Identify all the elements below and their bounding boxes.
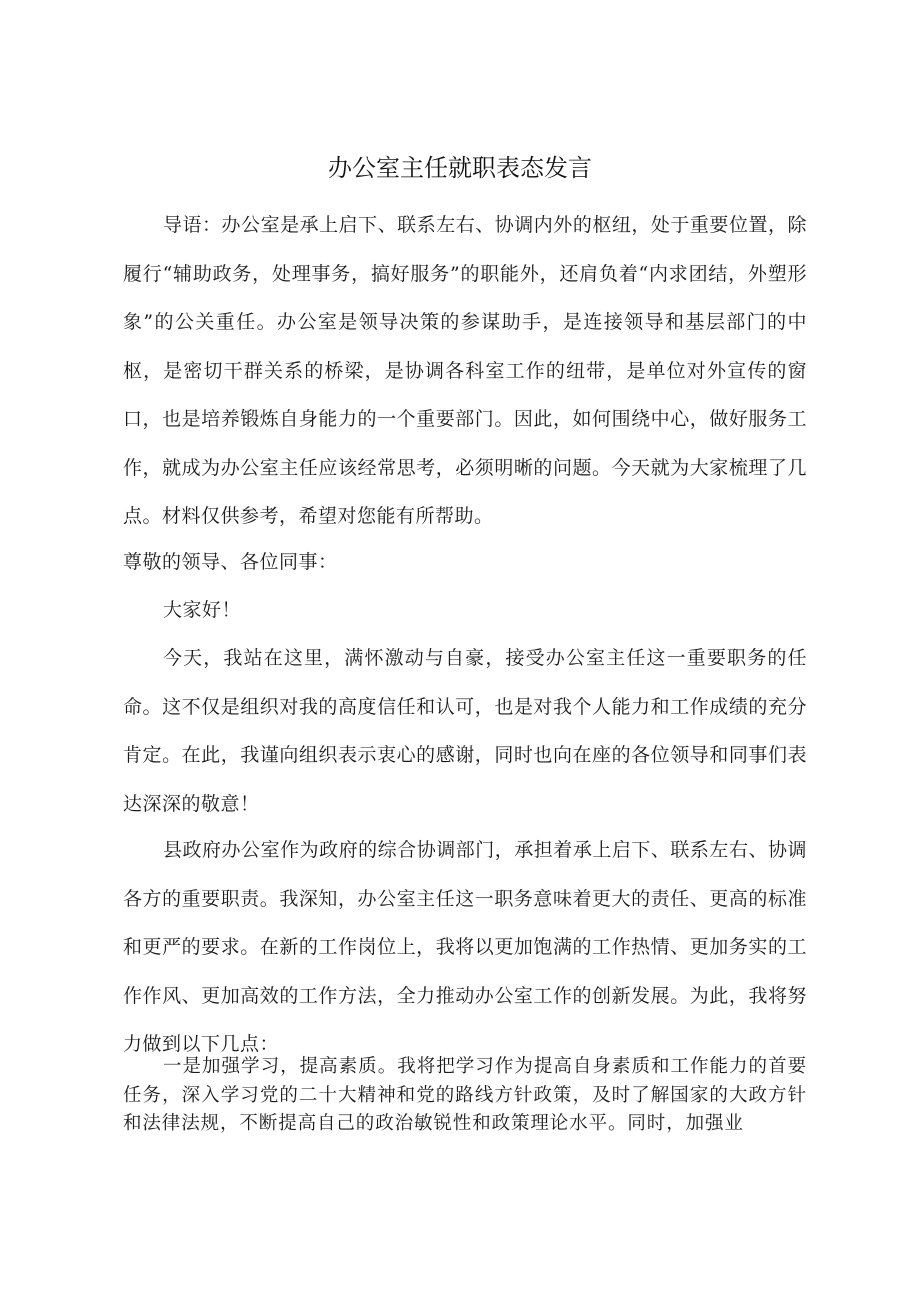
body-paragraph-3: 一是加强学习，提高素质。我将把学习作为提高自身素质和工作能力的首要任务，深入学习党的二十大精神和党的路线方针政策，及时了解国家的大政方针和法律法规，不断提高自己的政治敏锐性和政策理论水平。同时，加强业 xyxy=(123,1056,807,1134)
greeting: 大家好！ xyxy=(163,599,242,621)
salutation: 尊敬的领导、各位同事： xyxy=(123,551,338,573)
page-title: 办公室主任就职表态发言 xyxy=(328,154,592,182)
body-paragraph-2: 县政府办公室作为政府的综合协调部门，承担着承上启下、联系左右、协调各方的重要职责。我深知，办公室主任这一职务意味着更大的责任、更高的标准和更严的要求。在新的工作岗位上，我将以更加饱满的工作热情、更加务实的工作作风、更加高效的工作方法，全力推动办公室工作的创新发展。为此，我将努力做到以下几点： xyxy=(123,839,807,1055)
intro-paragraph: 导语：办公室是承上启下、联系左右、协调内外的枢纽，处于重要位置，除履行“辅助政务，处理事务，搞好服务”的职能外，还肩负着“内求团结，外塑形象”的公关重任。办公室是领导决策的参谋助手，是连接领导和基层部门的中枢，是密切干群关系的桥梁，是协调各科室工作的纽带，是单位对外宣传的窗口，也是培养锻炼自身能力的一个重要部门。因此，如何围绕中心，做好服务工作，就成为办公室主任应该经常思考，必须明晰的问题。今天就为大家梳理了几点。材料仅供参考，希望对您能有所帮助。 xyxy=(123,214,807,527)
body-paragraph-1: 今天，我站在这里，满怀激动与自豪，接受办公室主任这一重要职务的任命。这不仅是组织对我的高度信任和认可，也是对我个人能力和工作成绩的充分肯定。在此，我谨向组织表示衷心的感谢，同时也向在座的各位领导和同事们表达深深的敬意！ xyxy=(123,647,807,815)
